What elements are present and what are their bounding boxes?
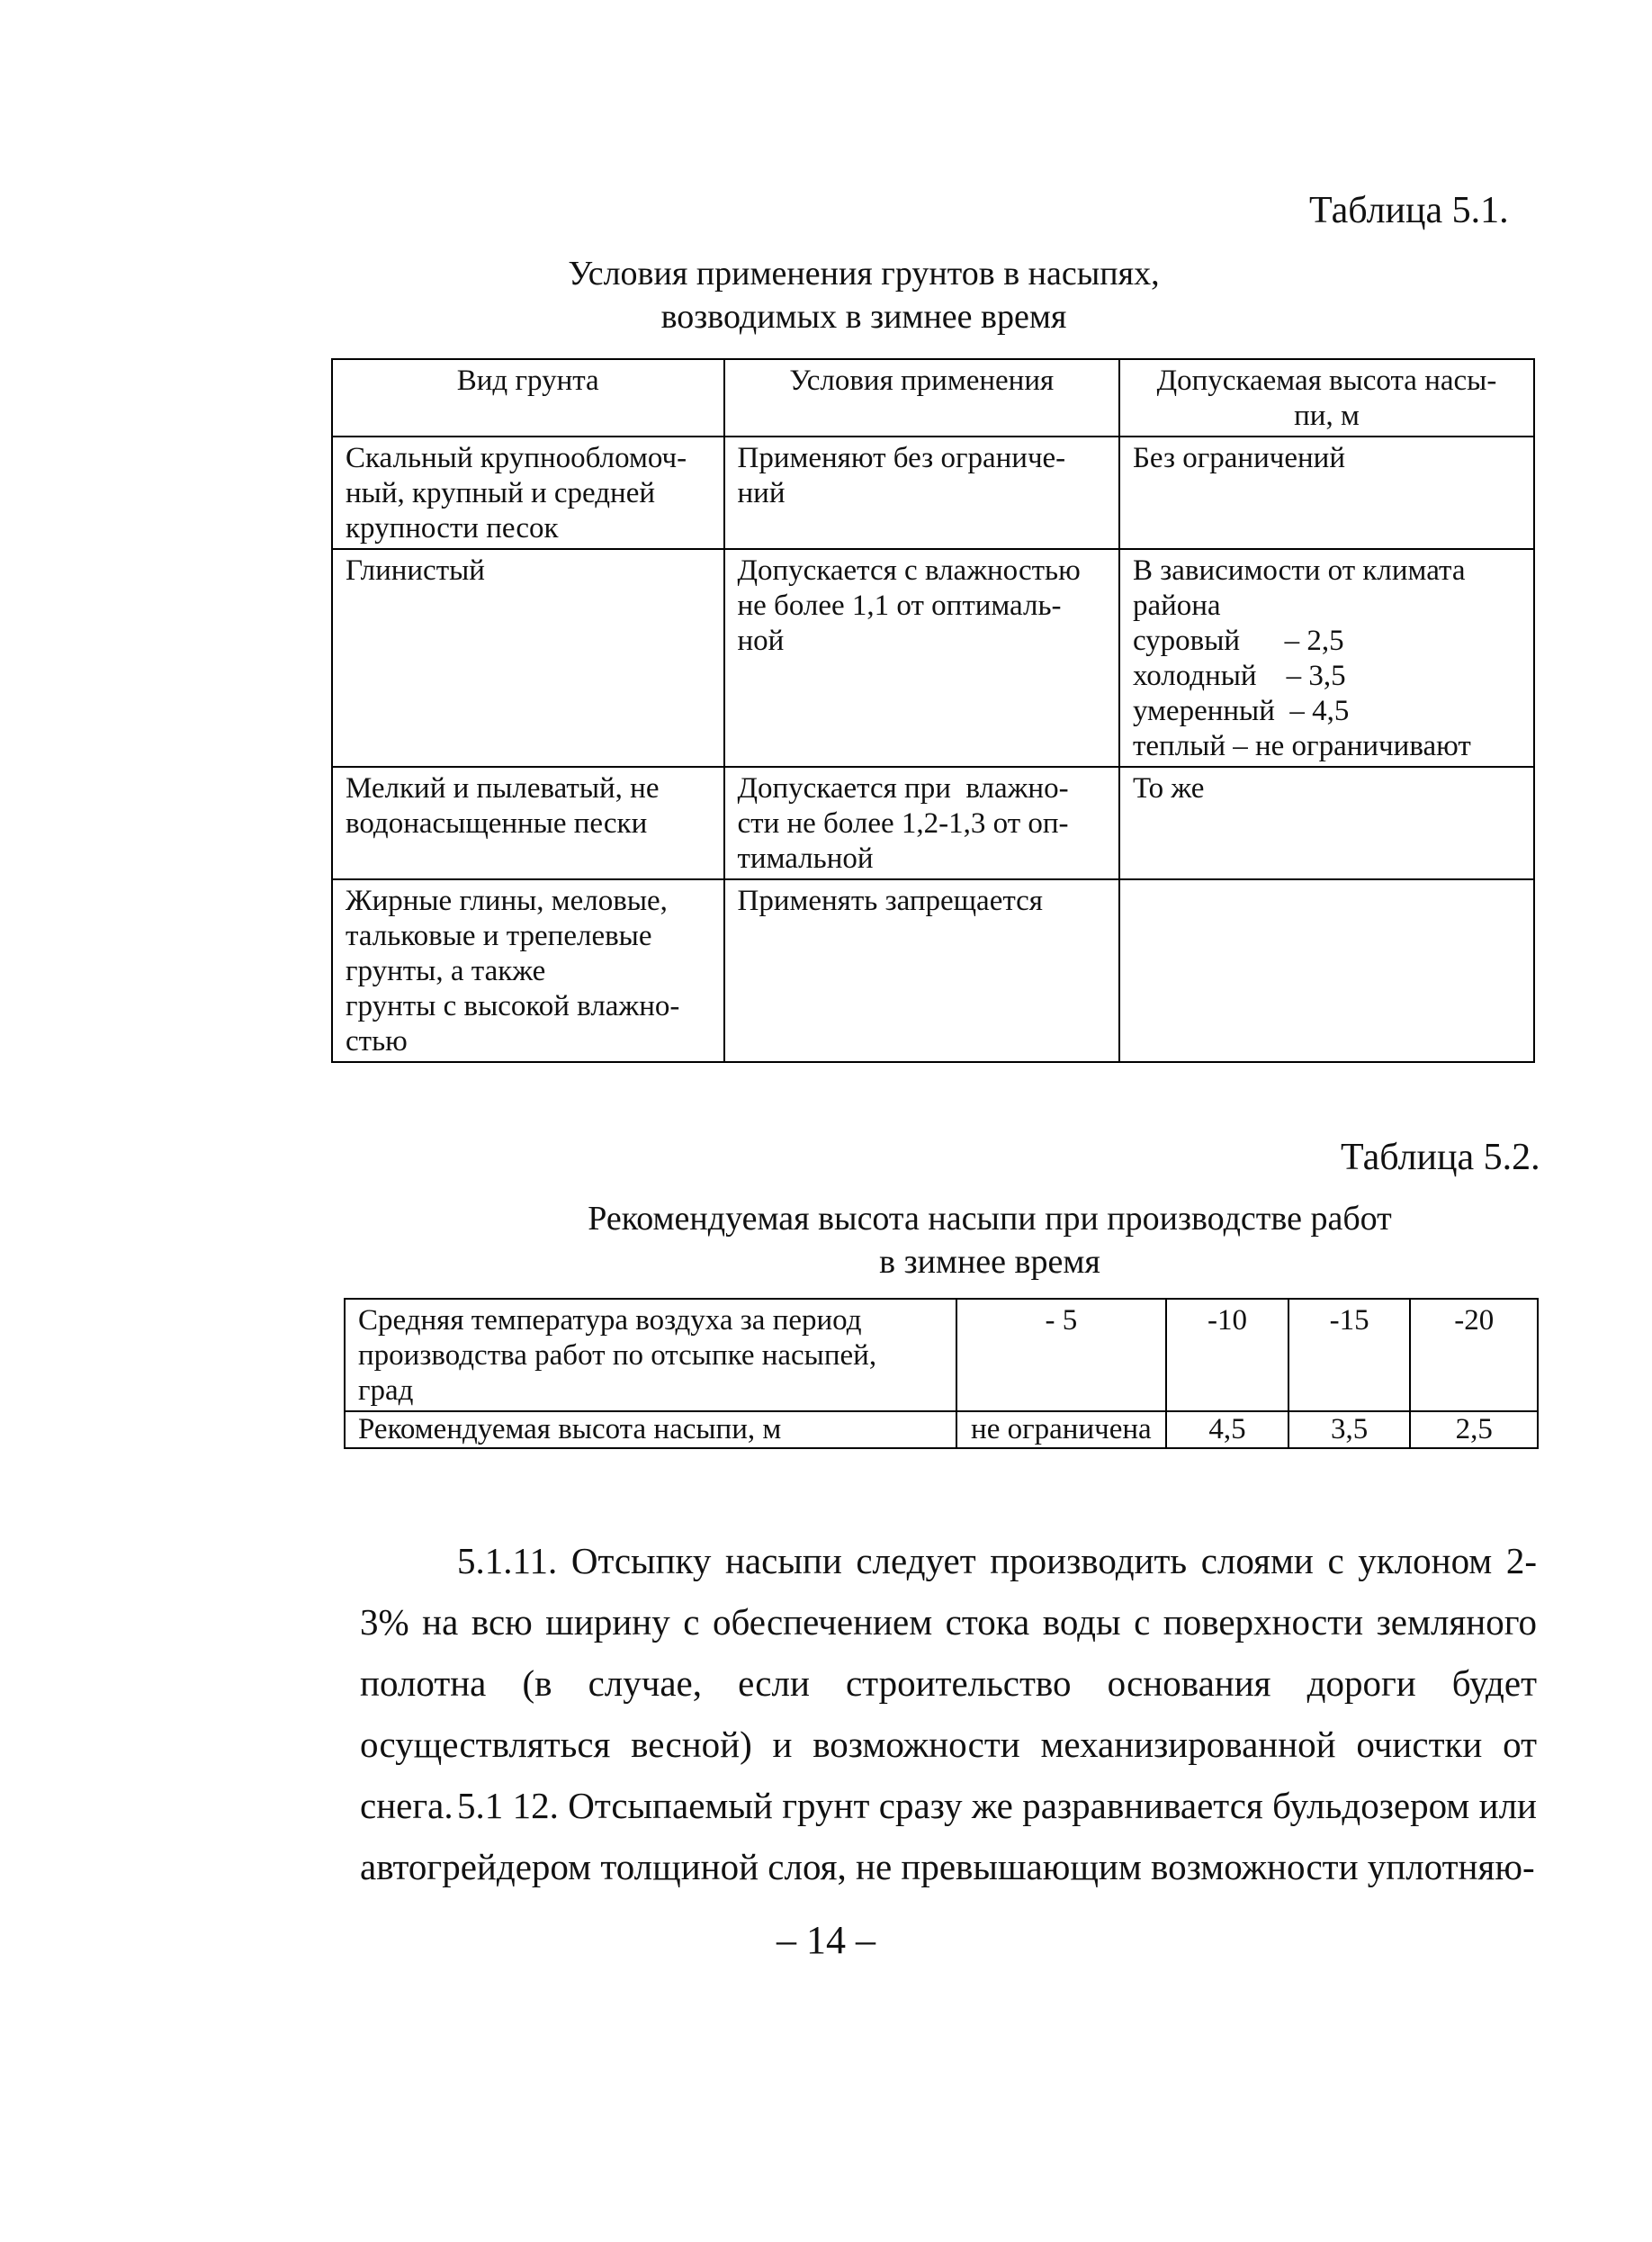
table1 (331, 358, 1535, 1063)
table-cell: -10 (1166, 1299, 1288, 1411)
table-cell: -15 (1288, 1299, 1411, 1411)
paragraph-5-1-11: 5.1.11. Отсыпку насыпи следует производить слоями с уклоном 2-3% на всю ширину с обеспечением стока воды с поверхности земляного полотна (в случае, если строительство основания дороги будет осуществляться весной) и возможности механизированной очистки от снега. (360, 1540, 1537, 1826)
table-cell: Применять запрещается (724, 879, 1119, 1062)
table-cell (1119, 879, 1534, 1062)
table-cell: То же (1119, 767, 1534, 879)
table-row (345, 1411, 1538, 1448)
table-row (332, 437, 1534, 549)
table2-title-line2: в зимнее время (879, 1243, 1100, 1281)
table-cell: Допускается с влажностью не более 1,1 от оптималь- ной (724, 549, 1119, 767)
table1-header-cell: Условия применения (724, 359, 1119, 437)
table1-label: Таблица 5.1. (1309, 190, 1509, 231)
table-cell: Рекомендуемая высота насыпи, м (345, 1411, 956, 1448)
table1-title-line2: возводимых в зимнее время (660, 298, 1067, 336)
table-cell: -20 (1410, 1299, 1538, 1411)
table-cell: Скальный крупнообломоч- ный, крупный и средней крупности песок (332, 437, 724, 549)
table-cell: не ограничена (956, 1411, 1167, 1448)
table-cell: Мелкий и пылеватый, не водонасыщенные пески (332, 767, 724, 879)
table2-title-line1: Рекомендуемая высота насыпи при производстве работ (588, 1200, 1392, 1238)
table2-label: Таблица 5.2. (1341, 1137, 1540, 1178)
table1-header-cell: Допускаемая высота насы- пи, м (1119, 359, 1534, 437)
table1-title-line1: Условия применения грунтов в насыпях, (568, 255, 1160, 293)
table-row (345, 1299, 1538, 1411)
table-cell: Средняя температура воздуха за период производства работ по отсыпке насыпей, град (345, 1299, 956, 1411)
table-cell: 3,5 (1288, 1411, 1411, 1448)
table-cell: В зависимости от климата района суровый – 2,5 холодный – 3,5 умеренный – 4,5 теплый – не ограничивают (1119, 549, 1534, 767)
table-cell: Глинистый (332, 549, 724, 767)
table-cell: 4,5 (1166, 1411, 1288, 1448)
table-cell: Без ограничений (1119, 437, 1534, 549)
paragraph-5-1-12: 5.1 12. Отсыпаемый грунт сразу же разравнивается бульдозером или автогрейдером толщиной слоя, не превышающим возможности уплотняю- (360, 1785, 1537, 1887)
table-cell: - 5 (956, 1299, 1167, 1411)
table1-title (504, 252, 1224, 338)
table-cell: Допускается при влажно- сти не более 1,2-1,3 от оп- тимальной (724, 767, 1119, 879)
table2 (344, 1298, 1539, 1449)
table-row (332, 767, 1534, 879)
table2-title (504, 1197, 1476, 1283)
table-cell: Применяют без ограниче- ний (724, 437, 1119, 549)
table-row (332, 549, 1534, 767)
table1-header-row (332, 359, 1534, 437)
table1-header-cell: Вид грунта (332, 359, 724, 437)
table-row (332, 879, 1534, 1062)
table-cell: Жирные глины, меловые, тальковые и трепелевые грунты, а также грунты с высокой влажно- стью (332, 879, 724, 1062)
table-cell: 2,5 (1410, 1411, 1538, 1448)
page-number: – 14 – (777, 1918, 875, 1962)
